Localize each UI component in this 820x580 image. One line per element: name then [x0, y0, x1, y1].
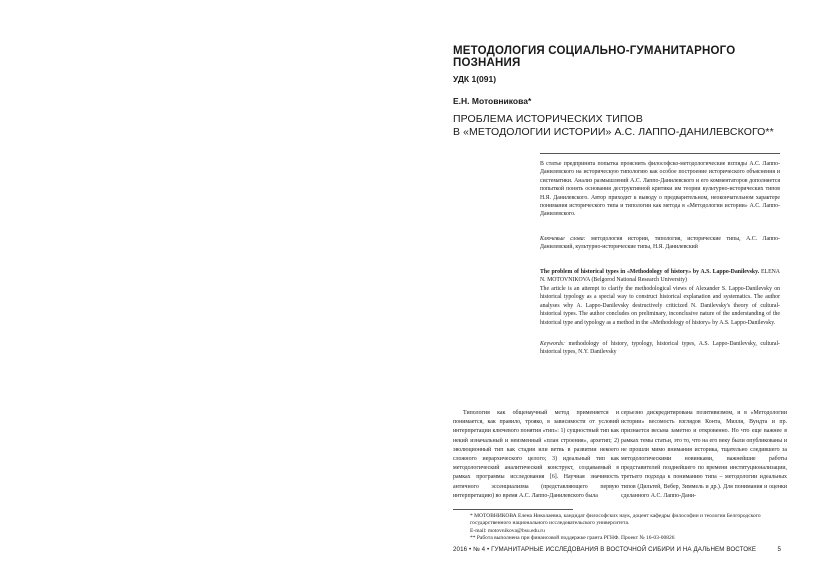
english-title-bold: The problem of historical types in «Methodology of history» by A.S. Lappo-Danilevsky. [540, 269, 760, 275]
body-paragraph-left: Типология как общенаучный метод применяется и понимается, как правило, трояко, в зависимости от условий интерпретации ключевого понятия «тип»: 1) сущностный тип как некий изначальный и неизменный «план строения», архетип; 2) эволюционный тип как стадия или ветвь в развитии некоего сложного иерархического целого; 3) идеальный тип как методологический аналитический конструкт, создаваемый в рамках программы исследования [6]. Научная значимость античного эссенциализма (представляющего первую интерпретацию) во время А.С. Лаппо-Данилевского была [453, 410, 619, 499]
abstract-english: The article is an attempt to clarify the methodological views of Alexander S. Lappo-Danilevsky on historical typology as a special way to construct historical explanation and systematics. The author analyses why A. Lappo-Danilevsky destructively criticized N. Danilevsky's theory of cultural-historical types. The author concludes on preliminary, inconclusive nature of the understanding of the historical type and typology as a method in the «Methodology of history» by A.S. Lappo-Danilevsky. [540, 286, 780, 326]
abstract-russian: В статье предпринята попытка прояснить философско-методологические взгляды А.С. Лаппо-Данилевского на историческую типологию как особое построение исторического объяснения и систематики. Анализ размышлений А.С. Лаппо-Данилевского и его комментаторов дополняется попыткой понять основания деструктивной критики им теории культурно-исторических типов Н.Я. Данилевского. Автор приходит к выводу о предварительном, неокончательном характере понимания исторического типа и типологии как метода в «Методологии истории» А.С. Лаппо-Данилевского. [540, 161, 780, 218]
footnote-divider [453, 509, 573, 510]
article-title [453, 113, 793, 139]
journal-info: 2016 • № 4 • ГУМАНИТАРНЫЕ ИССЛЕДОВАНИЯ В ВОСТОЧНОЙ СИБИРИ И НА ДАЛЬНЕМ ВОСТОКЕ [453, 546, 757, 553]
udk-code: УДК 1(091) [453, 74, 497, 84]
keywords-english-text: methodology of history, typology, historical types, A.S. Lappo-Danilevsky, cultural-historical types, N.Y. Danilevsky [540, 341, 780, 356]
footnote-grant: ** Работа выполнена при финансовой поддержке гранта РГНФ. Проект № 16-03-00826 [470, 535, 675, 542]
abstract-divider [540, 153, 780, 154]
footnotes [470, 513, 780, 543]
keywords-english-label: Keywords: [540, 341, 565, 347]
section-title: МЕТОДОЛОГИЯ СОЦИАЛЬНО-ГУМАНИТАРНОГО ПОЗНАНИЯ [453, 45, 736, 69]
footnote-author: * МОТОВНИКОВА Елена Николаевна, кандидат философских наук, доцент кафедры философии и теологии Белгородского государственного национального исследовательского университета. [470, 513, 761, 527]
page-footer [453, 546, 781, 553]
keywords-russian-label: Ключевые слова: [540, 236, 586, 242]
keywords-english [540, 340, 780, 357]
author-name: Е.Н. Мотовникова* [453, 96, 532, 106]
page-number: 5 [777, 546, 781, 553]
article-title-line-2: В «МЕТОДОЛОГИИ ИСТОРИИ» А.С. ЛАППО-ДАНИЛЕВСКОГО** [453, 126, 774, 138]
body-paragraph-right: серьезно дискредитирована позитивизмом, и в «Методологии истории» весомость взглядов Конта, Милля, Вундта и пр. признается весьма заметно и откровенно. Но что еще важнее в рамках темы статьи, это то, что на его веку были опубликованы и не прошли мимо внимания историка, тщательно следившего за методологическими новинками, важнейшие работы представителей позднейшего по времени институционализации, третьего подхода к пониманию типа – методологии идеальных типов (Дильтей, Вебер, Зиммель и др.). Для понимания и оценки сделанного А.С. Лаппо-Дани- [621, 410, 787, 499]
footnote-email: E-mail: motovnikova@bsu.edu.ru [470, 527, 545, 534]
body-column-left [453, 409, 619, 501]
article-title-line-1: ПРОБЛЕМА ИСТОРИЧЕСКИХ ТИПОВ [453, 113, 643, 125]
keywords-russian-text: методология истории, типология, исторические типы, А.С. Лаппо-Данилевский, культурно-исторические типы, Н.Я. Данилевский [540, 236, 780, 251]
english-title-author: ELENA N. MOTOVNIKOVA (Belgorod National Research University) [540, 269, 780, 284]
keywords-russian [540, 235, 780, 252]
english-title [540, 268, 780, 285]
body-column-right [621, 409, 787, 501]
